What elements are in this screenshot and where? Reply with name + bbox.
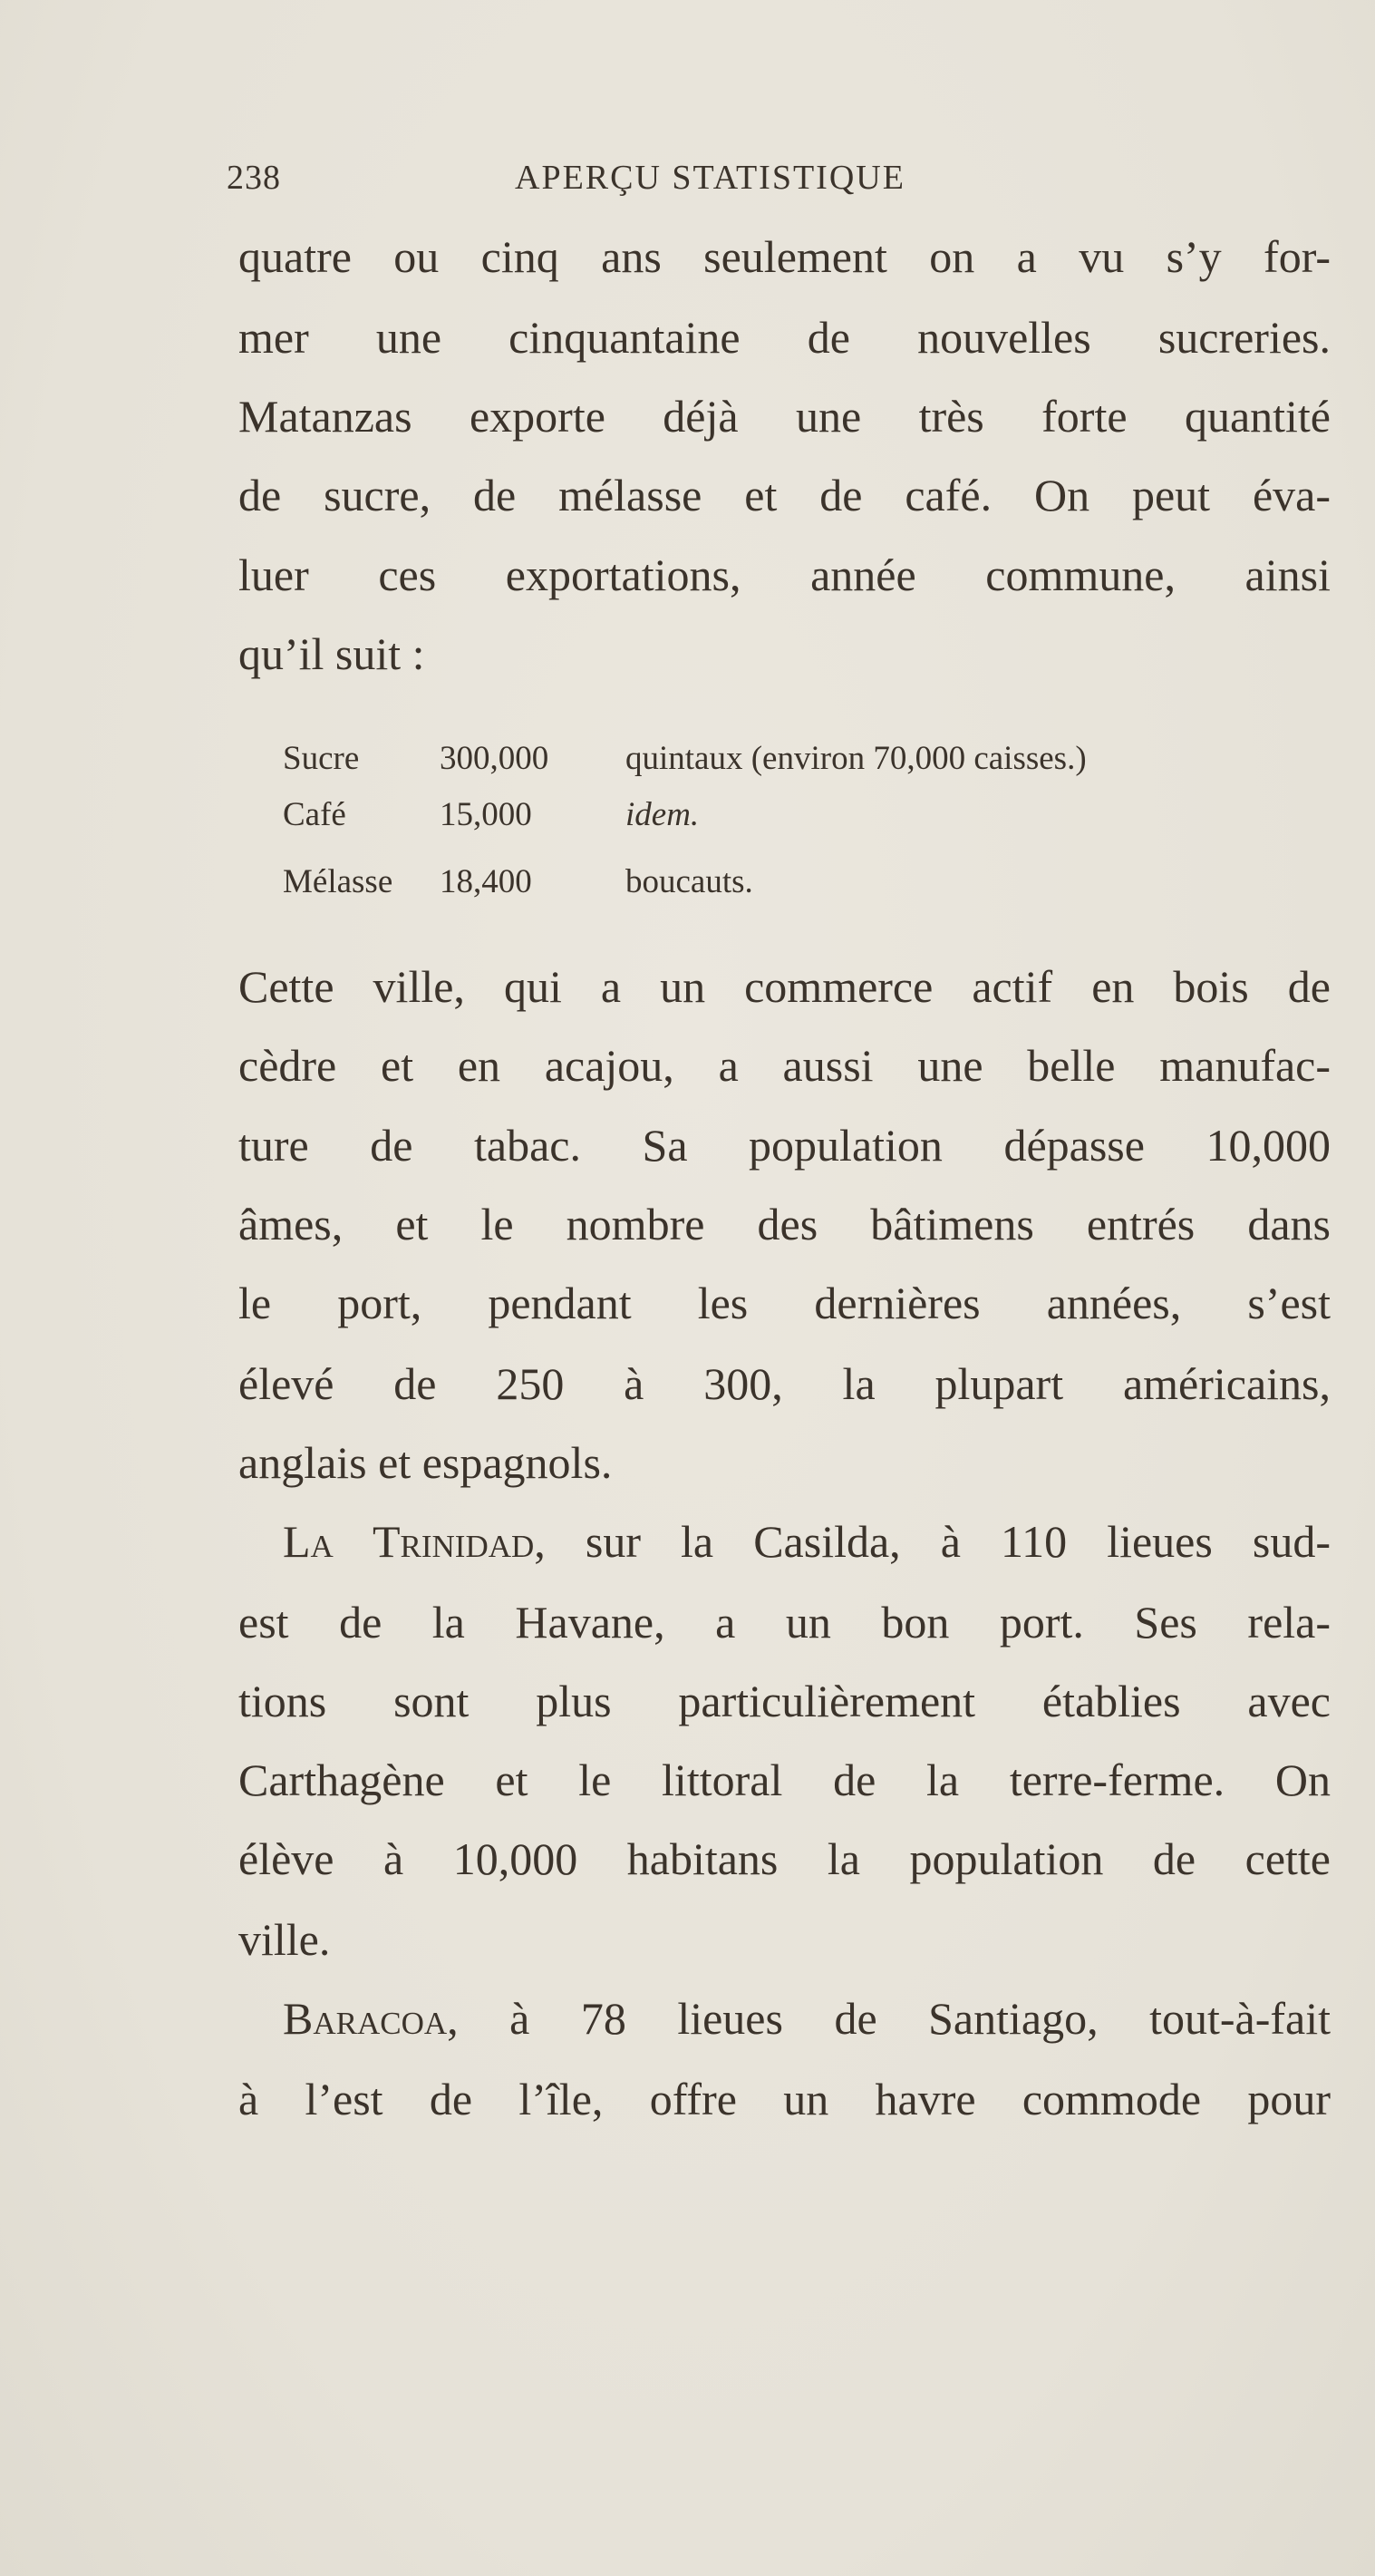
- text-line: élevé de 250 à 300, la plupart américains,: [238, 1358, 1331, 1409]
- text-line: le port, pendant les dernières années, s’est: [238, 1278, 1331, 1328]
- table-cell-quantity: 300,000: [440, 740, 549, 777]
- text-line: Carthagène et le littoral de la terre-ferme. On: [238, 1755, 1331, 1805]
- place-name-small-caps: La Trinidad: [283, 1516, 535, 1567]
- table-cell-product: Sucre: [283, 740, 360, 777]
- text-line: ville.: [238, 1914, 331, 1965]
- text-line: anglais et espagnols.: [238, 1437, 613, 1488]
- text-line: Cette ville, qui a un commerce actif en bois de: [238, 961, 1331, 1012]
- table-cell-unit: idem.: [625, 796, 700, 833]
- text-line: quatre ou cinq ans seulement on a vu s’y for-: [238, 231, 1331, 282]
- text-span: , à 78 lieues de Santiago, tout-à-fait: [447, 1993, 1331, 2044]
- text-line: cèdre et en acajou, a aussi une belle manufac-: [238, 1040, 1331, 1091]
- table-cell-unit: boucauts.: [625, 863, 753, 900]
- table-cell-quantity: 18,400: [440, 863, 532, 900]
- table-cell-unit: quintaux (environ 70,000 caisses.): [625, 740, 1087, 777]
- place-name-small-caps: Baracoa: [283, 1993, 448, 2044]
- text-line: ture de tabac. Sa population dépasse 10,000: [238, 1120, 1331, 1171]
- text-line: mer une cinquantaine de nouvelles sucreries.: [238, 312, 1331, 363]
- running-title: APERÇU STATISTIQUE: [515, 159, 905, 197]
- text-line: est de la Havane, a un bon port. Ses rela-: [238, 1597, 1331, 1648]
- text-line: à l’est de l’île, offre un havre commode pour: [238, 2074, 1331, 2124]
- text-line: luer ces exportations, année commune, ainsi: [238, 549, 1331, 600]
- text-line: élève à 10,000 habitans la population de cette: [238, 1833, 1331, 1884]
- table-cell-product: Mélasse: [283, 863, 393, 900]
- page-number: 238: [227, 159, 281, 197]
- table-cell-product: Café: [283, 796, 346, 833]
- text-line: qu’il suit :: [238, 628, 425, 679]
- text-line: de sucre, de mélasse et de café. On peut éva-: [238, 470, 1331, 520]
- text-line: tions sont plus particulièrement établies avec: [238, 1676, 1331, 1726]
- text-line: [283, 1990, 1331, 2046]
- text-line: âmes, et le nombre des bâtimens entrés dans: [238, 1199, 1331, 1249]
- text-line: [283, 1513, 1331, 1570]
- text-line: Matanzas exporte déjà une très forte quantité: [238, 391, 1331, 442]
- table-cell-quantity: 15,000: [440, 796, 532, 833]
- text-span: , sur la Casilda, à 110 lieues sud-: [534, 1516, 1331, 1567]
